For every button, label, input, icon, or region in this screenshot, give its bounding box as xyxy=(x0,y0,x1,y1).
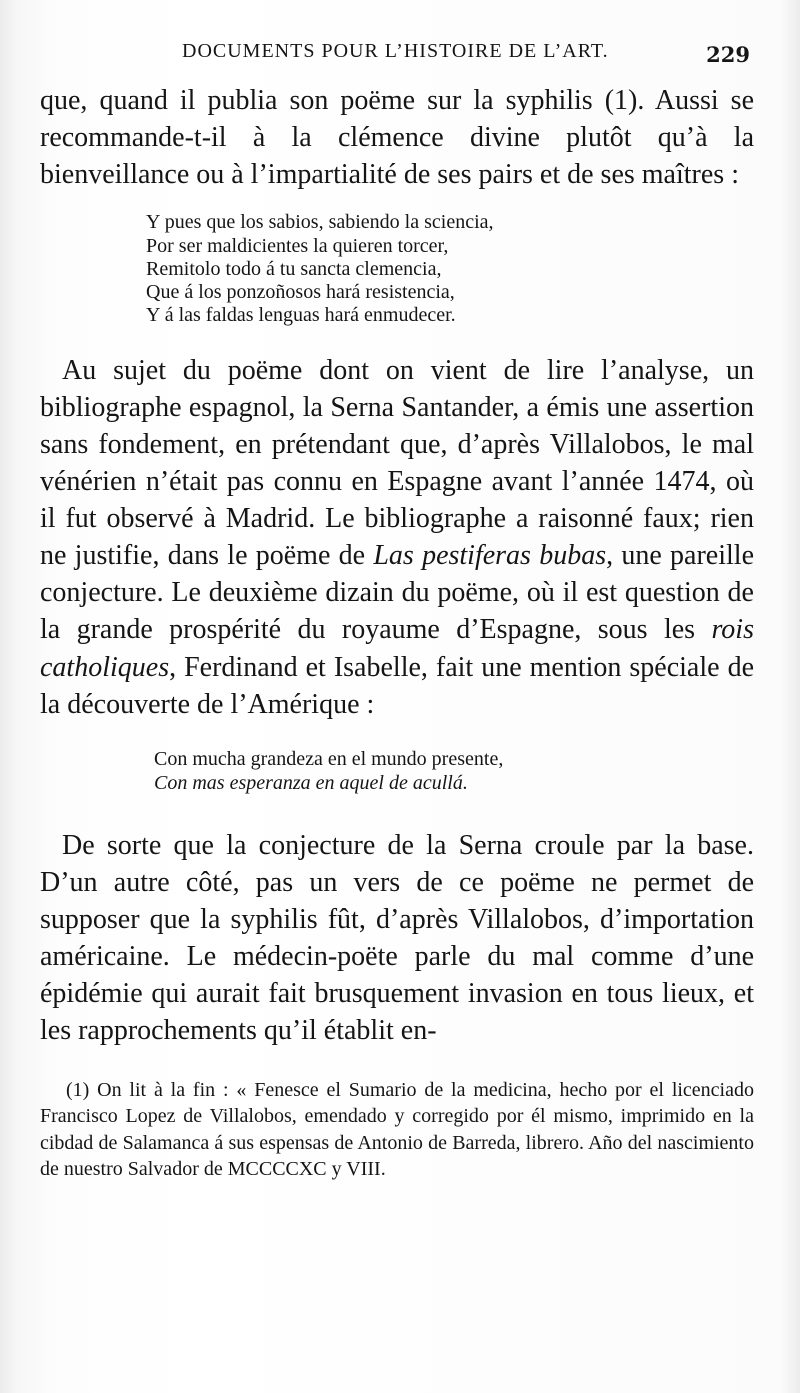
verse-line: Que á los ponzoñosos hará resistencia, xyxy=(146,281,455,304)
paragraph-2 xyxy=(40,352,754,723)
paragraph-2-text-b: , une pareille conjecture. Le deuxième dizain du poëme, où il est question de la grande prospérité du royaume d’Espagne, sous les xyxy=(40,540,754,646)
footnote-text: (1) On lit à la fin : « Fenesce el Sumario de la medicina, hecho por el licenciado Francisco Lopez de Villalobos, emendado y corregido por él mismo, imprimido en la cibdad de Salamanca á sus espensas de Antonio de Barreda, librero. Año del nascimiento de nuestro Salvador de MCCCCXC y VIII. xyxy=(40,1079,754,1180)
page-body xyxy=(40,82,754,1202)
paragraph-3: De sorte que la conjecture de la Serna croule par la base. D’un autre côté, pas un vers de ce poëme ne permet de supposer que la syphilis fût, d’après Villalobos, d’importation américaine. Le médecin-poëte parle du mal comme d’une épidémie qui aurait fait brusquement invasion en tous lieux, et les rapprochements qu’il établit en- xyxy=(40,829,754,1047)
verse-line: Y pues que los sabios, sabiendo la sciencia, xyxy=(146,211,494,234)
verse-line-italic: Con mas esperanza en aquel de acullá. xyxy=(154,771,468,794)
paragraph-1: que, quand il publia son poëme sur la syphilis (1). Aussi se recommande-t-il à la clémence divine plutôt qu’à la bienveillance ou à l’impartialité de ses pairs et de ses maîtres : xyxy=(40,85,754,191)
paragraph-2-text-a: Au sujet du poëme dont on vient de lire l’analyse, un bibliographe espagnol, la Serna Santander, a émis une assertion sans fondement, en prétendant que, d’après Villalobos, le mal vénérien n’était pas connu en Espagne avant l’année 1474, où il fut observé à Madrid. Le bibliographe a raisonné faux; rien ne justifie, dans le poëme de xyxy=(40,354,754,572)
running-title: DOCUMENTS POUR L’HISTOIRE DE L’ART. xyxy=(182,40,609,62)
paragraph-2-text-c: , Ferdinand et Isabelle, fait une mention spéciale de la découverte de l’Amérique : xyxy=(40,651,754,720)
verse-quote-1 xyxy=(146,211,754,327)
kings-phrase: rois catholiques xyxy=(40,614,754,683)
verse-line: Remitolo todo á tu sancta clemencia, xyxy=(146,257,442,280)
book-title: Las pestiferas bubas xyxy=(373,540,607,572)
verse-line: Por ser maldicientes la quieren torcer, xyxy=(146,234,449,257)
verse-line: Con mucha grandeza en el mundo presente, xyxy=(154,747,504,770)
footnote xyxy=(40,1077,754,1182)
page-number: 229 xyxy=(706,42,750,67)
page-header xyxy=(40,40,760,72)
verse-quote-2 xyxy=(154,747,754,795)
verse-line: Y á las faldas lenguas hará enmudecer. xyxy=(146,304,456,327)
